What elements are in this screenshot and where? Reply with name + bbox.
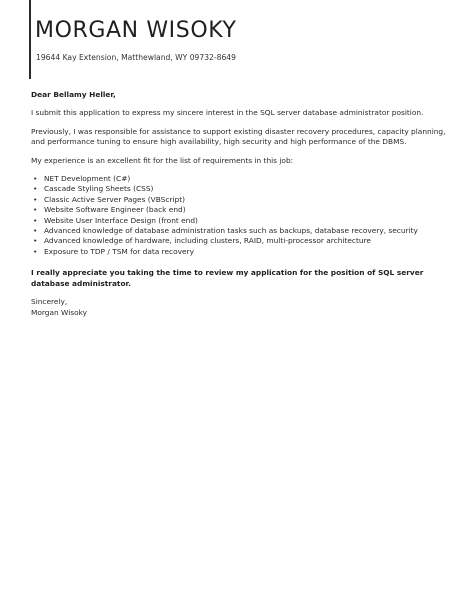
list-item (31, 205, 446, 215)
list-item (31, 247, 446, 257)
bullet-icon: • (33, 205, 38, 215)
closing-paragraph: I really appreciate you taking the time to review my application for the position of SQL server database administrator. (31, 268, 424, 288)
bullet-icon: • (33, 236, 38, 246)
letter-body (31, 90, 446, 318)
requirements-list (31, 174, 446, 257)
list-item-text: NET Development (C#) (44, 174, 131, 184)
list-item-text: Classic Active Server Pages (VBScript) (44, 194, 185, 204)
signoff-text: Sincerely, (31, 297, 68, 307)
list-item (31, 195, 446, 205)
list-item (31, 226, 446, 236)
list-item-text: Cascade Styling Sheets (CSS) (44, 184, 154, 194)
bullet-icon: • (33, 194, 38, 204)
list-item-text: Website User Interface Design (front end) (44, 215, 198, 225)
letter-header (0, 0, 474, 79)
bullet-icon: • (33, 174, 38, 184)
list-item-text: Advanced knowledge of database administration tasks such as backups, database recovery, security (44, 226, 418, 236)
list-item-text: Website Software Engineer (back end) (44, 205, 186, 215)
requirements-intro: My experience is an excellent fit for the list of requirements in this job: (31, 155, 294, 165)
list-item (31, 184, 446, 194)
bullet-icon: • (33, 184, 38, 194)
list-item-text: Advanced knowledge of hardware, including clusters, RAID, multi-processor architecture (44, 236, 371, 246)
list-item (31, 174, 446, 184)
list-item (31, 216, 446, 226)
bullet-icon: • (33, 226, 38, 236)
applicant-name: MORGAN WISOKY (35, 18, 237, 43)
experience-paragraph: Previously, I was responsible for assistance to support existing disaster recovery procedures, capacity planning, and performance tuning to ensure high availability, high security and high performance of the DBMS. (31, 126, 446, 147)
bullet-icon: • (33, 246, 38, 256)
intro-paragraph: I submit this application to express my sincere interest in the SQL server database administrator position. (31, 108, 424, 118)
signature-name: Morgan Wisoky (31, 307, 88, 317)
bullet-icon: • (33, 215, 38, 225)
signoff-block (31, 297, 446, 318)
list-item (31, 236, 446, 246)
list-item-text: Exposure to TDP / TSM for data recovery (44, 246, 194, 256)
applicant-address: 19644 Kay Extension, Matthewland, WY 09732-8649 (36, 53, 236, 62)
header-accent-rule (29, 0, 31, 79)
salutation: Dear Bellamy Heller, (31, 90, 116, 99)
